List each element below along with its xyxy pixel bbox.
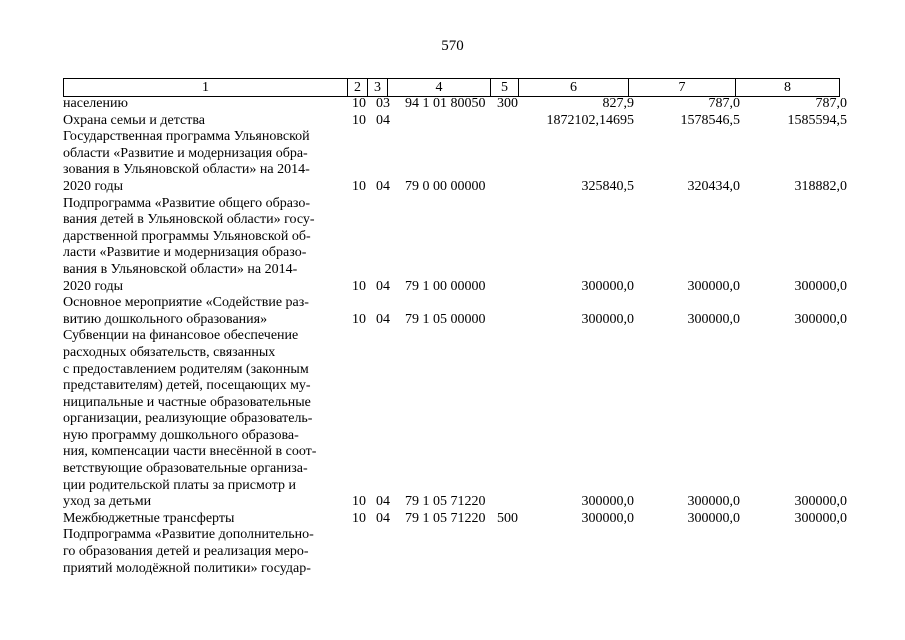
cell-c4: 79 1 05 71220 (405, 510, 486, 526)
row-name-line: Субвенции на финансовое обеспечение (63, 328, 299, 344)
row-name-line: го образования детей и реализация меро- (63, 544, 309, 560)
cell-c5: 500 (497, 510, 518, 526)
cell-c7: 300000,0 (687, 510, 740, 526)
cell-c2: 10 (352, 311, 366, 327)
row-name (63, 96, 346, 113)
row-name-line: витию дошкольного образования» (63, 311, 268, 327)
cell-c4: 79 0 00 00000 (405, 178, 486, 194)
cell-c7: 300000,0 (687, 278, 740, 294)
cell-c6: 300000,0 (581, 510, 634, 526)
cell-c2: 10 (352, 96, 366, 111)
row-name-line: Подпрограмма «Развитие общего образо- (63, 195, 311, 211)
cell-c4: 79 1 05 00000 (405, 311, 486, 327)
cell-c7: 1578546,5 (680, 112, 740, 128)
row-name-line: приятий молодёжной политики» государ- (63, 560, 311, 576)
column-header-2: 2 (348, 79, 368, 97)
table-row (63, 96, 853, 113)
cell-c8: 300000,0 (794, 510, 847, 526)
row-name-line: ветствующие образовательные организа- (63, 461, 308, 477)
row-name-line: организации, реализующие образователь- (63, 411, 313, 427)
cell-c5: 300 (497, 96, 518, 111)
column-header-1: 1 (64, 79, 348, 97)
table-row (63, 527, 853, 577)
row-name-line: с предоставлением родителям (законным (63, 361, 309, 377)
cell-c6: 1872102,14695 (546, 112, 634, 128)
row-name-line: области «Развитие и модернизация обра- (63, 145, 308, 161)
cell-c7: 300000,0 (687, 311, 740, 327)
cell-c7: 300000,0 (687, 494, 740, 510)
row-name (63, 527, 346, 577)
cell-c2: 10 (352, 112, 366, 128)
cell-c3: 04 (376, 494, 390, 510)
row-name-line: Основное мероприятие «Содействие раз- (63, 295, 309, 311)
page-number: 570 (441, 38, 464, 54)
cell-c8: 318882,0 (794, 178, 847, 194)
row-name-line: ниципальные и частные образовательные (63, 394, 311, 410)
row-name-line: вания в Ульяновской области» на 2014- (63, 261, 298, 277)
cell-c8: 787,0 (815, 96, 847, 111)
row-name-line: Межбюджетные трансферты (63, 510, 235, 526)
cell-c6: 300000,0 (581, 494, 634, 510)
column-header-8: 8 (736, 79, 840, 97)
cell-c4: 79 1 05 71220 (405, 494, 486, 510)
cell-c7: 787,0 (708, 96, 740, 111)
cell-c8: 300000,0 (794, 494, 847, 510)
cell-c2: 10 (352, 494, 366, 510)
row-name-line: ции родительской платы за присмотр и (63, 477, 296, 493)
row-name-line: расходных обязательств, связанных (63, 344, 276, 360)
row-name-line: дарственной программы Ульяновской об- (63, 228, 311, 244)
column-header-4: 4 (388, 79, 491, 97)
cell-c2: 10 (352, 510, 366, 526)
table-row (63, 129, 853, 195)
column-header-6: 6 (519, 79, 629, 97)
cell-c6: 300000,0 (581, 278, 634, 294)
cell-c7: 320434,0 (687, 178, 740, 194)
cell-c2: 10 (352, 278, 366, 294)
cell-c4: 79 1 00 00000 (405, 278, 486, 294)
cell-c8: 300000,0 (794, 311, 847, 327)
budget-table-body (63, 96, 853, 577)
row-name-line: ласти «Развитие и модернизация образо- (63, 245, 307, 261)
row-name (63, 511, 346, 528)
cell-c4: 94 1 01 80050 (405, 96, 486, 111)
row-name-line: уход за детьми (63, 494, 152, 510)
column-header-row (63, 78, 840, 97)
cell-c3: 04 (376, 112, 390, 128)
cell-c3: 03 (376, 96, 390, 111)
cell-c8: 300000,0 (794, 278, 847, 294)
row-name-line: населению (63, 96, 128, 111)
row-name-line: зования в Ульяновской области» на 2014- (63, 162, 310, 178)
cell-c3: 04 (376, 510, 390, 526)
table-row (63, 511, 853, 528)
cell-c8: 1585594,5 (787, 112, 847, 128)
row-name (63, 196, 346, 296)
row-name-line: представителям) детей, посещающих му- (63, 378, 311, 394)
column-header-3: 3 (368, 79, 388, 97)
cell-c6: 827,9 (602, 96, 634, 111)
cell-c6: 300000,0 (581, 311, 634, 327)
cell-c3: 04 (376, 178, 390, 194)
table-row (63, 328, 853, 511)
cell-c6: 325840,5 (581, 178, 634, 194)
row-name-line: Государственная программа Ульяновской (63, 129, 310, 145)
row-name (63, 328, 346, 511)
row-name (63, 113, 346, 130)
cell-c3: 04 (376, 311, 390, 327)
row-name-line: ную программу дошкольного образова- (63, 427, 299, 443)
row-name-line: Подпрограмма «Развитие дополнительно- (63, 527, 314, 543)
row-name-line: Охрана семьи и детства (63, 112, 205, 128)
row-name-line: ния, компенсации части внесённой в соот- (63, 444, 317, 460)
row-name (63, 129, 346, 195)
cell-c3: 04 (376, 278, 390, 294)
column-header-5: 5 (491, 79, 519, 97)
table-row (63, 113, 853, 130)
row-name-line: 2020 годы (63, 178, 124, 194)
row-name-line: вания детей в Ульяновской области» госу- (63, 212, 315, 228)
column-header-7: 7 (629, 79, 736, 97)
row-name (63, 295, 346, 328)
table-row (63, 196, 853, 296)
table-row (63, 295, 853, 328)
row-name-line: 2020 годы (63, 278, 124, 294)
cell-c2: 10 (352, 178, 366, 194)
